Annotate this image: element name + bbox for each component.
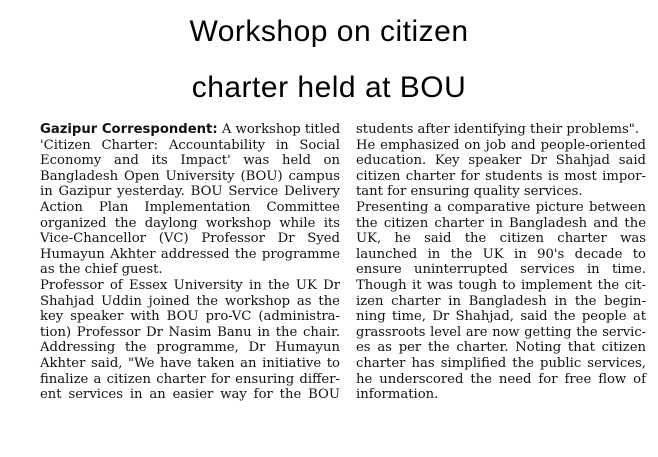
article-text: 'Citizen Charter: Accountability in Social: [40, 137, 340, 153]
article-text: Bangladesh Open University (BOU) campus: [40, 168, 340, 184]
article-text-line: [356, 184, 646, 200]
article-text: UK, he said the citizen charter was: [356, 231, 646, 247]
article-text-line: [40, 216, 340, 232]
article-text-line: [40, 262, 340, 278]
article-text-line: [40, 231, 340, 247]
article-text-line: [40, 138, 340, 154]
article-text-line: [356, 231, 646, 247]
article-text-line: [40, 200, 340, 216]
article-text-line: [40, 325, 340, 341]
article-text: Addressing the programme, Dr Humayun: [40, 340, 340, 356]
article-text-line: [356, 122, 646, 138]
article-text-line: [356, 216, 646, 232]
article-text: education. Key speaker Dr Shahjad said: [356, 153, 646, 169]
article-text-line: [40, 387, 340, 403]
article-text: Vice-Chancellor (VC) Professor Dr Syed: [40, 231, 340, 247]
dateline: Gazipur Correspondent:: [40, 122, 218, 137]
article-text-line: [40, 356, 340, 372]
article-text-line: [40, 153, 340, 169]
article-text: ensure uninterrupted services in time.: [356, 262, 646, 278]
headline-line-2: charter held at BOU: [191, 71, 467, 104]
article-text: Action Plan Implementation Committee: [40, 199, 340, 215]
article-text: Humayun Akhter addressed the programme: [40, 246, 340, 262]
article-text-line: [40, 184, 340, 200]
article-text: tant for ensuring quality services.: [356, 184, 583, 200]
article-text-line: [356, 340, 646, 356]
article-text-line: [356, 372, 646, 388]
article-text: grassroots level are now getting the servic-: [356, 324, 646, 340]
article-text-line: [40, 340, 340, 356]
article-text-line: [40, 247, 340, 263]
article-text-line: [356, 262, 646, 278]
article-text-line: [40, 169, 340, 185]
article-text-line: [356, 387, 646, 403]
article-text: the citizen charter in Bangladesh and the: [356, 215, 646, 231]
article-text-line: [40, 122, 340, 138]
article-text: in Gazipur yesterday. BOU Service Delivery: [40, 184, 340, 200]
article-text: launched in the UK in 90's decade to: [356, 246, 646, 262]
article-text-line: [40, 294, 340, 310]
article-text: Akhter said, "We have taken an initiative to: [40, 355, 340, 371]
article-text: es as per the charter. Noting that citizen: [356, 340, 646, 356]
article-text: information.: [356, 387, 439, 403]
article-text: tion) Professor Dr Nasim Banu in the chair.: [40, 324, 340, 340]
article-text: ent services in an easier way for the BOU: [40, 387, 340, 403]
article-text-line: [356, 200, 646, 216]
article-text: A workshop titled: [217, 122, 341, 137]
article-text: Presenting a comparative picture between: [356, 199, 646, 215]
article-text: Economy and its Impact' was held on: [40, 153, 340, 169]
article-text-line: [356, 247, 646, 263]
article-text-line: [40, 278, 340, 294]
article-text-line: [356, 153, 646, 169]
article-text-line: [356, 278, 646, 294]
article-text-line: [40, 372, 340, 388]
article-text: as the chief guest.: [40, 262, 163, 278]
article-text: finalize a citizen charter for ensuring differ-: [40, 371, 340, 387]
article-text: Shahjad Uddin joined the workshop as the: [40, 293, 340, 309]
article-text-line: [356, 325, 646, 341]
article-text: organized the daylong workshop while its: [40, 215, 340, 231]
article-text: key speaker with BOU pro-VC (administra-: [40, 309, 340, 325]
article-text-line: [356, 294, 646, 310]
headline: [0, 4, 658, 116]
article-column-right: [356, 122, 646, 403]
article-text: izen charter in Bangladesh in the begin-: [356, 293, 646, 309]
article-text: ning time, Dr Shahjad, said the people at: [356, 309, 646, 325]
article-column-left: [40, 122, 340, 403]
article-text: students after identifying their problems".: [356, 122, 640, 137]
article-text: he underscored the need for free flow of: [356, 371, 646, 387]
article-text: He emphasized on job and people-oriented: [356, 137, 646, 153]
article-text-line: [40, 309, 340, 325]
headline-line-1: Workshop on citizen: [189, 15, 469, 48]
article-text-line: [356, 356, 646, 372]
article-text: charter has simplified the public services,: [356, 355, 646, 371]
article-text-line: [356, 138, 646, 154]
article-text: Though it was tough to implement the cit-: [356, 277, 646, 293]
article-text: Professor of Essex University in the UK Dr: [40, 277, 340, 293]
article-text-line: [356, 309, 646, 325]
article-text: citizen charter for students is most impor-: [356, 168, 646, 184]
article-text-line: [356, 169, 646, 185]
